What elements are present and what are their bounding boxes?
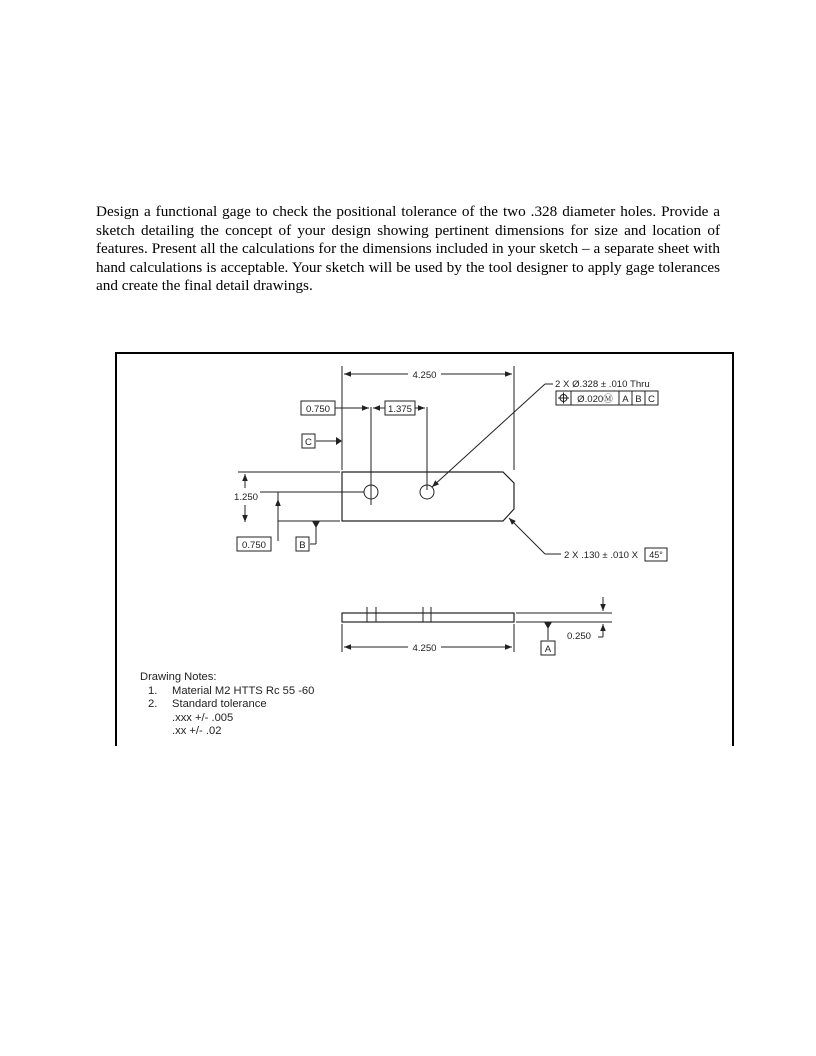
hole-callout: 2 X Ø.328 ± .010 Thru (555, 379, 650, 390)
note-sub-item: .xxx +/- .005 (172, 711, 234, 724)
note-sub-item: .xx +/- .02 (172, 725, 222, 738)
dim-hole-height: 1.250 (233, 492, 259, 503)
chamfer-callout: 2 X .130 ± .010 X (564, 550, 639, 561)
dim-hole-spacing: 1.375 (387, 404, 413, 415)
datum-c: C (305, 437, 312, 448)
fcf-datum-1: A (622, 394, 629, 405)
dim-overall-length-side: 4.250 (412, 643, 437, 654)
fcf-datum-3: C (648, 394, 655, 405)
note-item (140, 685, 314, 699)
note-number: 1. (148, 684, 158, 697)
dim-first-hole: 0.750 (305, 404, 331, 415)
dim-bottom-offset: 0.750 (241, 540, 267, 551)
dim-thickness: 0.250 (567, 631, 592, 642)
part-outline-top-view (342, 472, 514, 521)
note-text: Standard tolerance (172, 698, 267, 711)
part-outline-side-view (342, 613, 514, 622)
note-text: Material M2 HTTS Rc 55 -60 (172, 684, 315, 697)
notes-title: Drawing Notes: (140, 671, 217, 683)
datum-a: A (544, 644, 552, 655)
dim-overall-length-top: 4.250 (412, 370, 437, 381)
note-item (140, 698, 314, 712)
fcf-datum-2: B (635, 394, 642, 405)
chamfer-angle: 45° (649, 550, 663, 560)
datum-b: B (299, 540, 306, 551)
drawing-notes (140, 671, 314, 739)
fcf-tolerance: Ø.020Ⓜ (577, 394, 613, 405)
note-number: 2. (148, 698, 158, 711)
problem-statement: Design a functional gage to check the positional tolerance of the two .328 diameter holes. Provide a sketch detailing the concept of your design showing pertinent dimensions for size and location of features. Present all the calculations for the dimensions included in your sketch – a separate sheet with hand calculations is acceptable. Your sketch will be used by the tool designer to apply gage tolerances and create the final detail drawings. (96, 203, 720, 295)
